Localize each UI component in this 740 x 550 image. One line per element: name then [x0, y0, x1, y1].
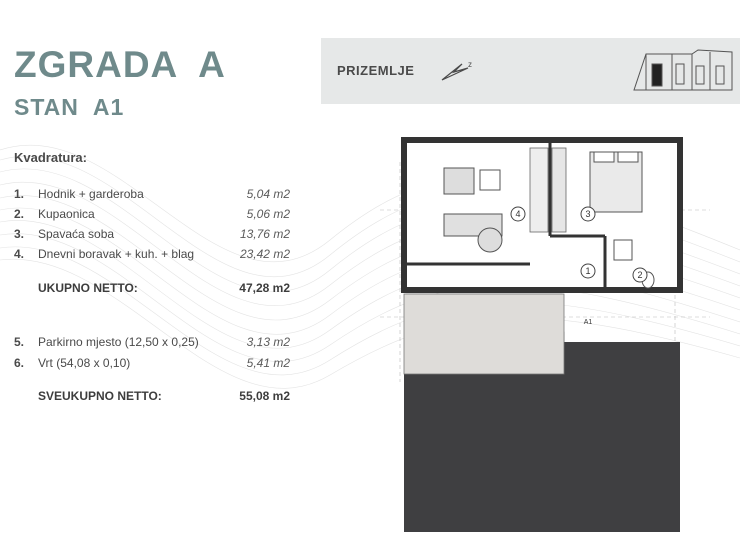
svg-text:z: z: [468, 60, 472, 69]
north-arrow-icon: [440, 58, 478, 84]
net-total-label: UKUPNO NETTO:: [38, 281, 138, 295]
room-row: [14, 187, 290, 203]
floor-label: PRIZEMLJE: [337, 63, 415, 78]
extra-area: 5,41 m2: [246, 356, 290, 370]
grand-total-value: 55,08 m2: [239, 389, 290, 403]
extra-row: [14, 335, 290, 351]
extra-area: 3,13 m2: [246, 335, 290, 349]
area-heading: Kvadratura:: [14, 150, 87, 165]
room-label: Kupaonica: [38, 207, 95, 221]
plan-room-2-label: 2: [637, 270, 643, 280]
room-number: 3.: [14, 227, 25, 241]
room-row: [14, 227, 290, 243]
extra-number: 6.: [14, 356, 25, 370]
room-area: 13,76 m2: [239, 227, 290, 241]
room-label: Dnevni boravak + kuh. + blag: [38, 247, 195, 261]
plan-unit-label: A1: [583, 319, 593, 326]
room-row: [14, 207, 290, 223]
room-number: 2.: [14, 207, 25, 221]
floor-plan: [380, 132, 710, 532]
extra-label: Vrt (54,08 x 0,10): [38, 356, 131, 370]
extra-label: Parkirno mjesto (12,50 x 0,25): [38, 335, 199, 349]
building-key-plan-icon: [632, 44, 736, 100]
grand-total-row: [38, 389, 290, 403]
room-label: Spavaća soba: [38, 227, 115, 241]
room-area: 5,06 m2: [246, 207, 290, 221]
net-total-value: 47,28 m2: [239, 281, 290, 295]
room-label: Hodnik + garderoba: [38, 187, 144, 201]
building-title: ZGRADA A: [14, 44, 226, 85]
room-number: 4.: [14, 247, 25, 261]
apartment-title: STAN A1: [14, 94, 125, 120]
plan-room-1-label: 1: [585, 266, 591, 276]
plan-room-3-label: 3: [585, 209, 591, 219]
room-row: [14, 247, 290, 263]
room-area: 23,42 m2: [239, 247, 290, 261]
extra-number: 5.: [14, 335, 25, 349]
room-area: 5,04 m2: [246, 187, 290, 201]
net-total-row: [38, 281, 290, 295]
grand-total-label: SVEUKUPNO NETTO:: [38, 389, 162, 403]
plan-room-4-label: 4: [515, 209, 521, 219]
room-number: 1.: [14, 187, 25, 201]
extra-row: [14, 356, 290, 372]
